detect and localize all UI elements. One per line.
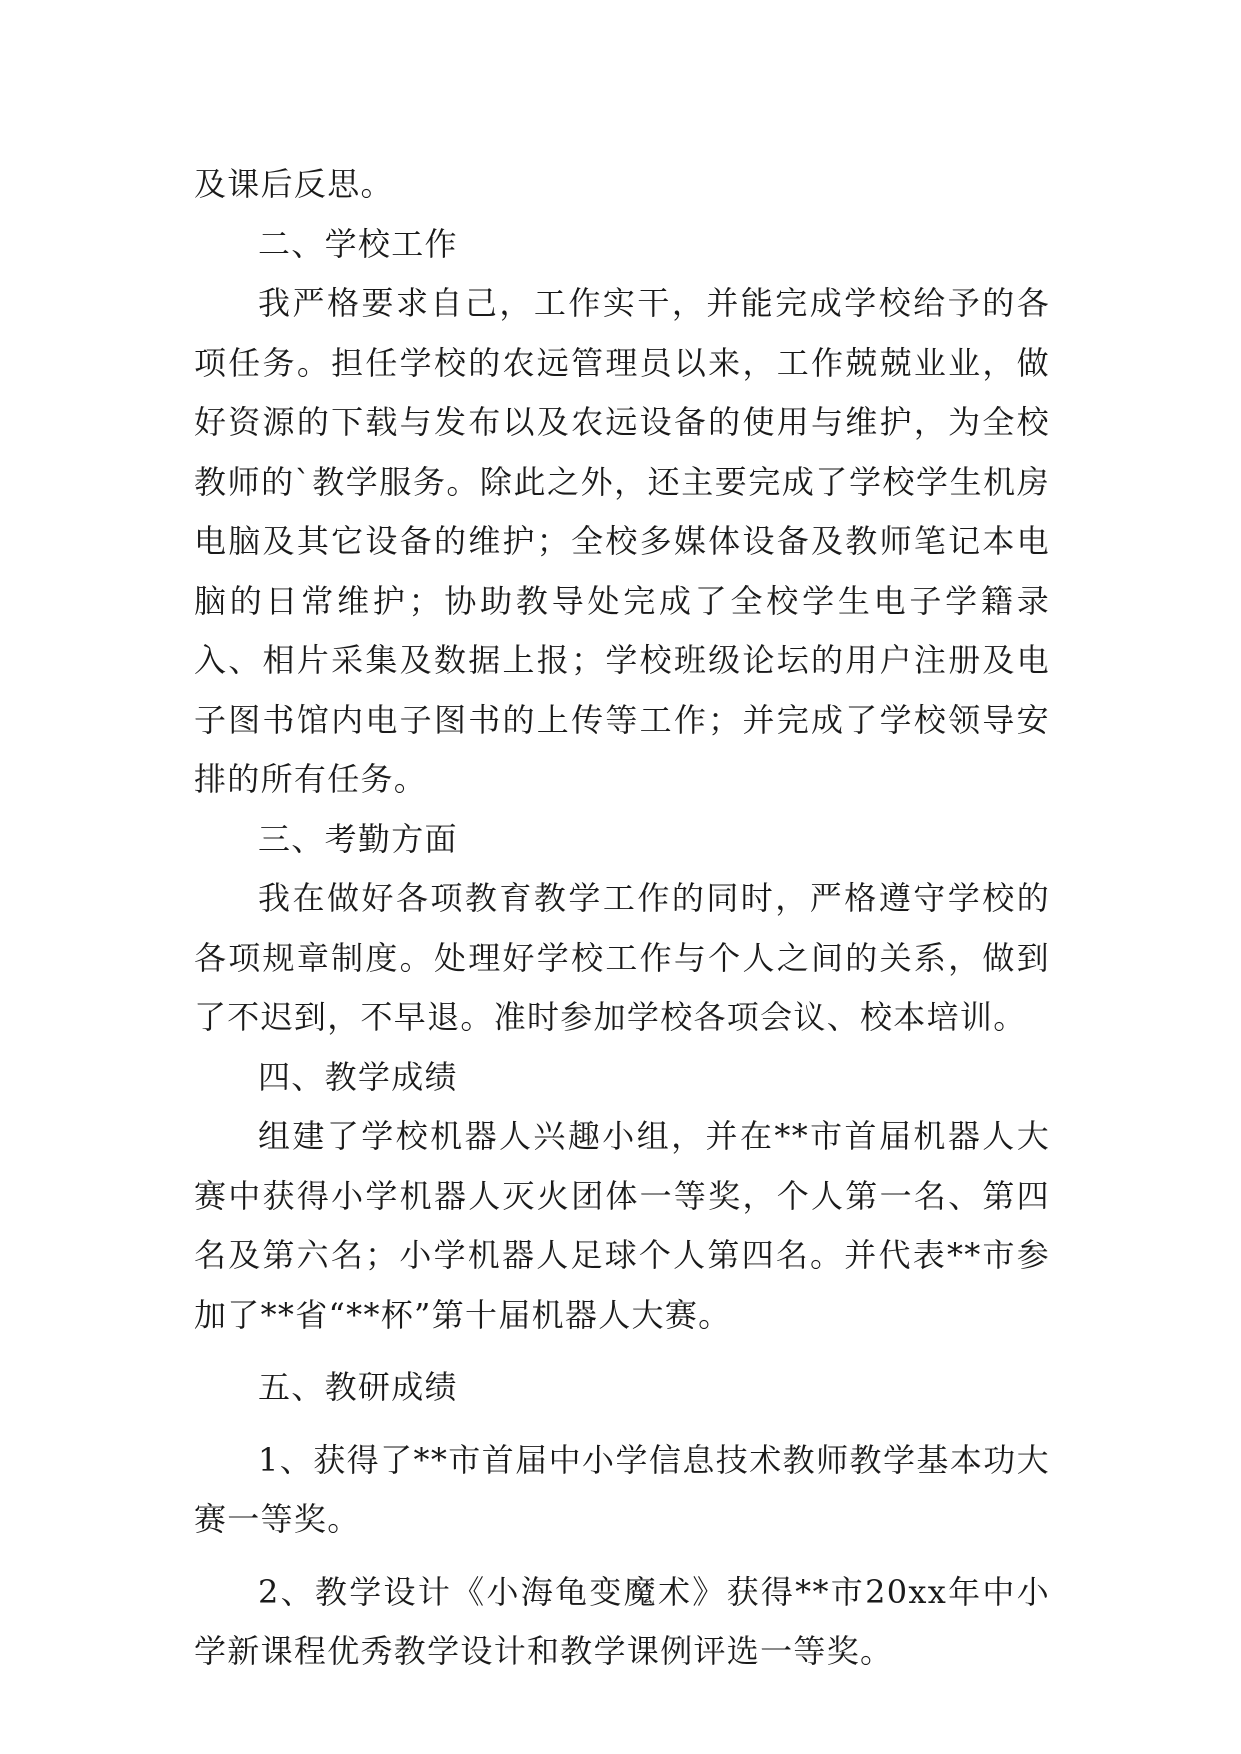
section-heading-school-work: 二、学校工作 <box>258 224 458 263</box>
section-heading-teaching-results: 四、教学成绩 <box>258 1057 458 1096</box>
section-heading-research-results: 五、教研成绩 <box>258 1368 458 1406</box>
paragraph-school-work: 我严格要求自己，工作实干，并能完成学校给予的各项任务。担任学校的农远管理员以来，工作兢兢业业，做好资源的下载与发布以及农远设备的使用与维护，为全校教师的`教学服务。除此之外，还主要完成了学校学生机房电脑及其它设备的维护；全校多媒体设备及教师笔记本电脑的日常维护；协助教导处完成了全校学生电子学籍录入、相片采集及数据上报；学校班级论坛的用户注册及电子图书馆内电子图书的上传等工作；并完成了学校领导安排的所有任务。 <box>194 284 1050 798</box>
list-item-research-2: 2、教学设计《小海龟变魔术》获得**市20xx年中小学新课程优秀教学设计和教学课例评选一等奖。 <box>194 1572 1050 1670</box>
paragraph-teaching-results: 组建了学校机器人兴趣小组，并在**市首届机器人大赛中获得小学机器人灭火团体一等奖，个人第一名、第四名及第六名；小学机器人足球个人第四名。并代表**市参加了**省“**杯”第十届机器人大赛。 <box>194 1117 1050 1334</box>
list-item-research-1: 1、获得了**市首届中小学信息技术教师教学基本功大赛一等奖。 <box>194 1440 1050 1538</box>
paragraph-continuation: 及课后反思。 <box>194 165 394 203</box>
document-body <box>194 155 1050 1682</box>
paragraph-attendance: 我在做好各项教育教学工作的同时，严格遵守学校的各项规章制度。处理好学校工作与个人之间的关系，做到了不迟到，不早退。准时参加学校各项会议、校本培训。 <box>194 879 1050 1036</box>
section-heading-attendance: 三、考勤方面 <box>258 819 458 858</box>
